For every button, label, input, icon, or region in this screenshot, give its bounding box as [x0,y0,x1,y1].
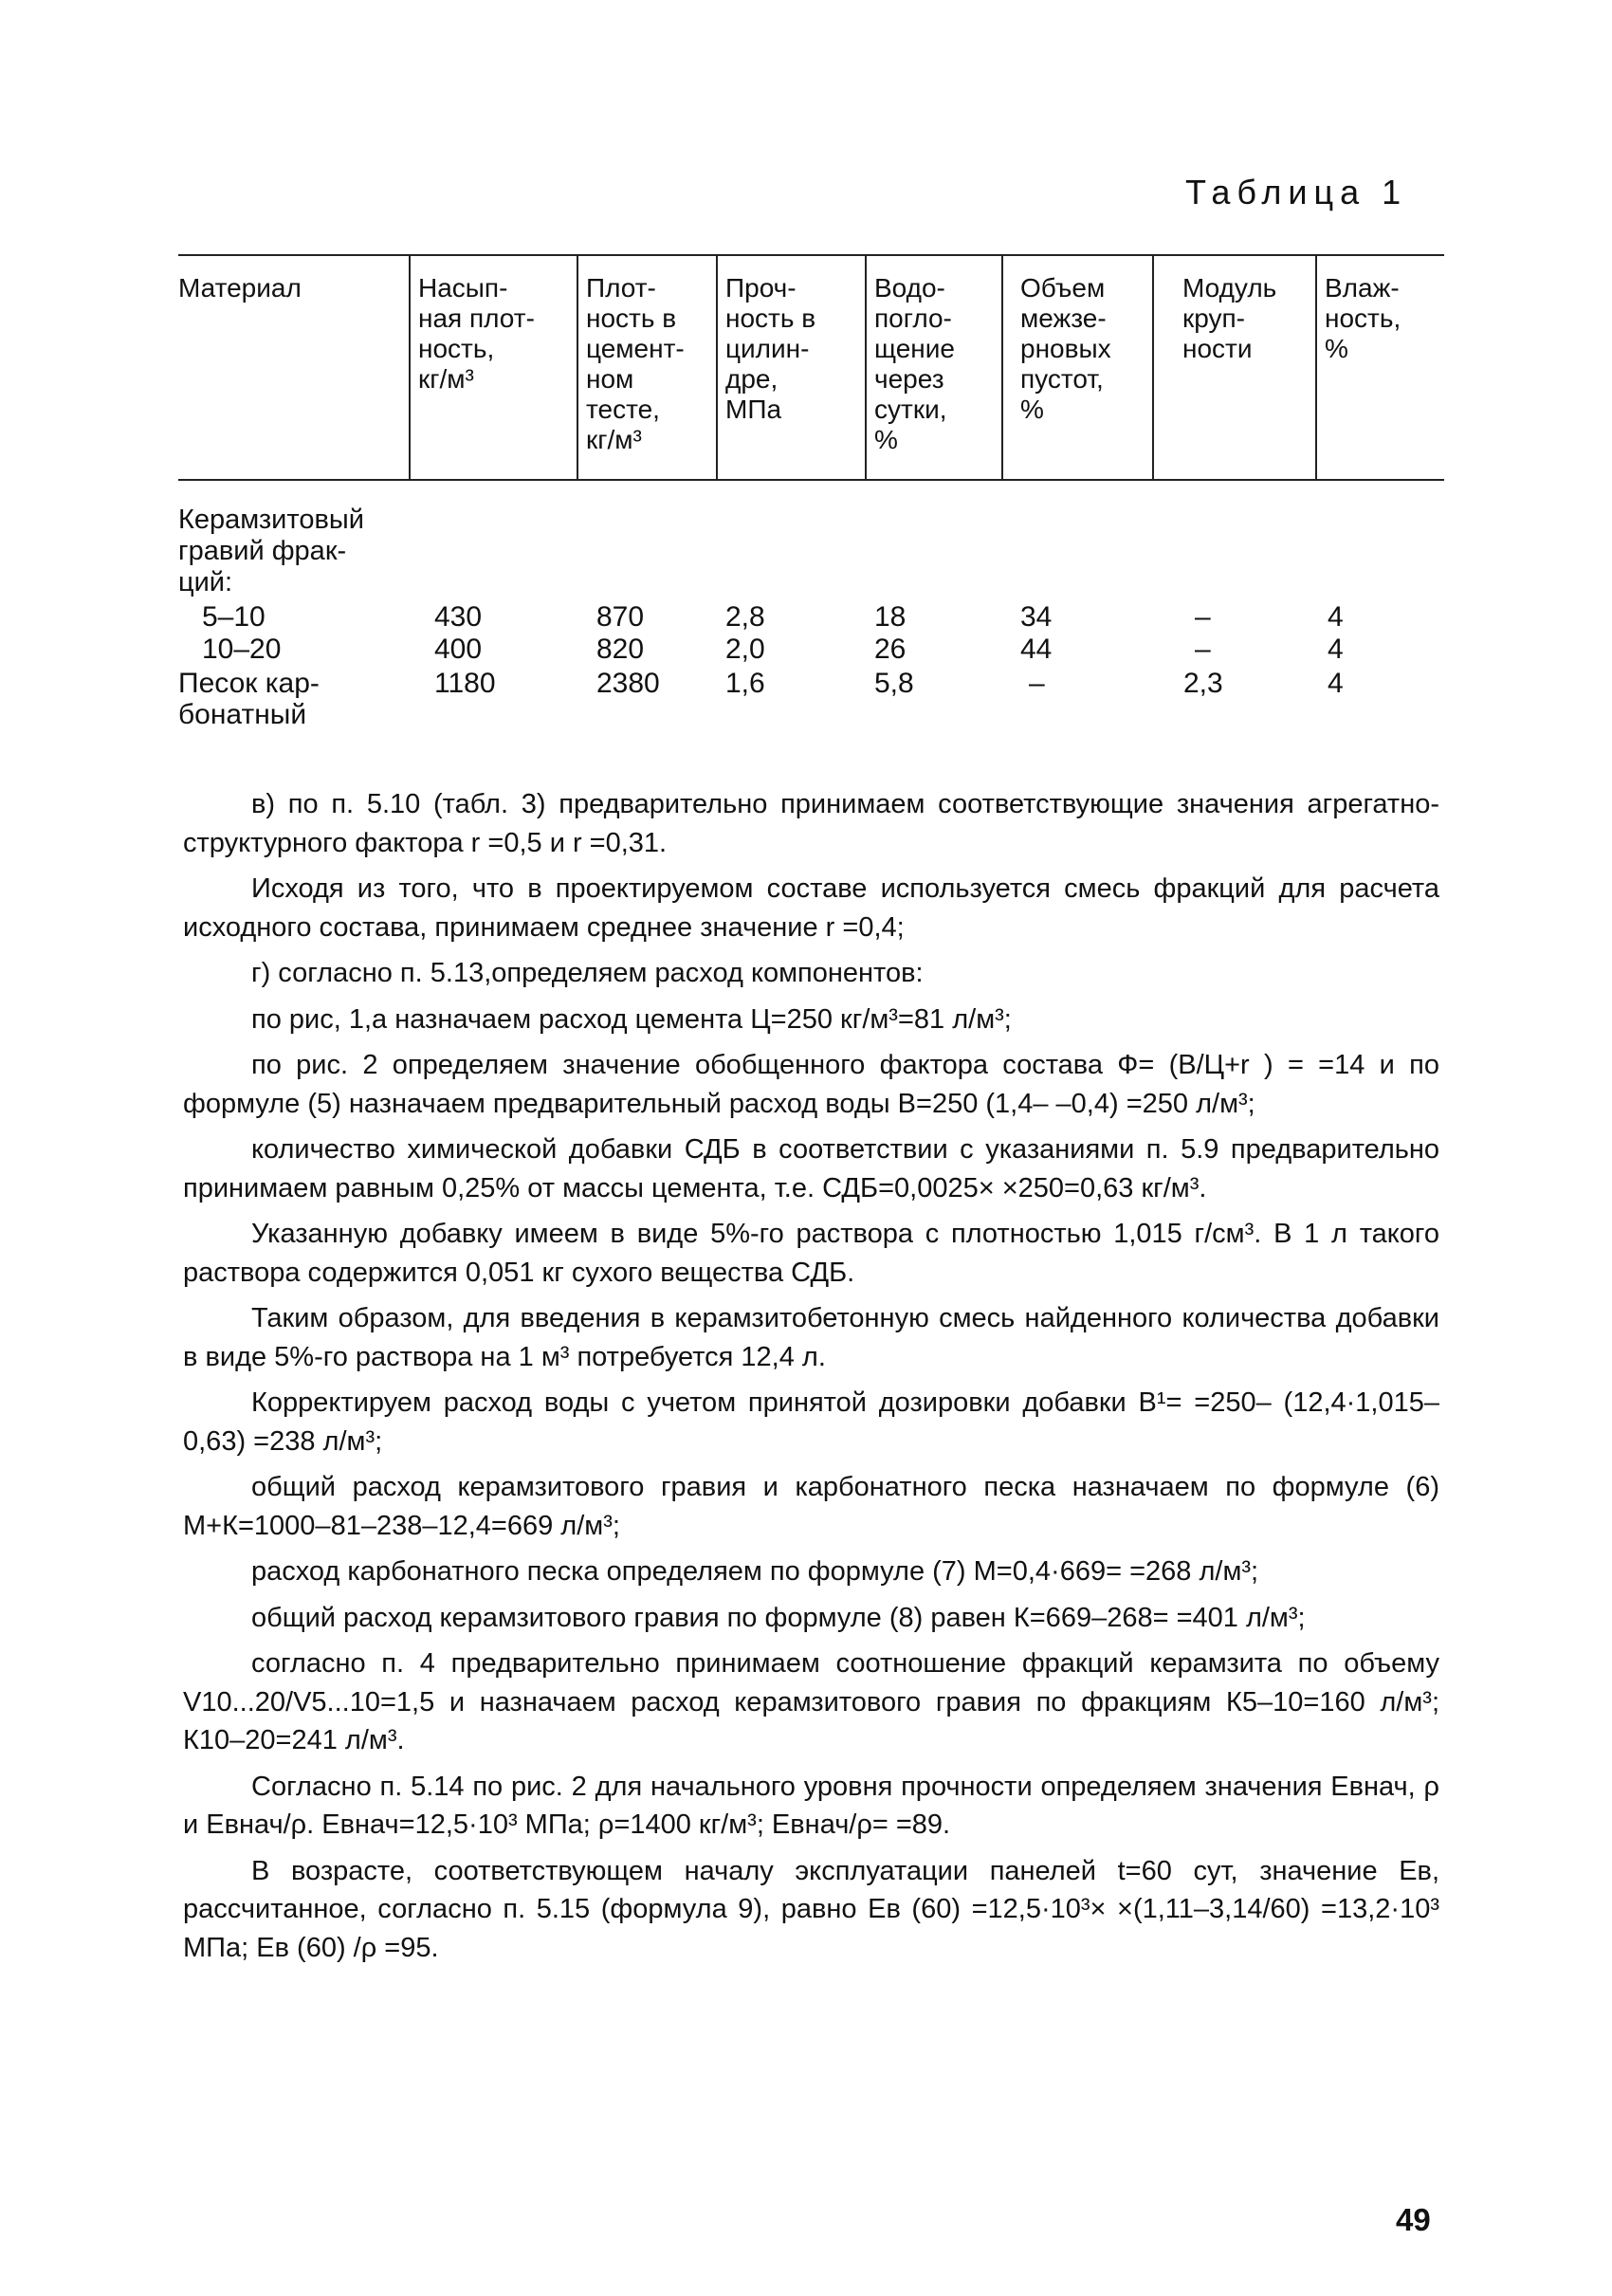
table-cell: 4 [1328,634,1344,665]
column-divider [865,254,867,479]
column-header-fineness-modulus: Модуль круп- ности [1182,273,1277,363]
column-header-moisture: Влаж- ность, % [1325,273,1401,363]
table-cell: 2,0 [725,634,765,665]
paragraph: Таким образом, для введения в керамзитобетонную смесь найденного количества добавки в виде 5%-го раствора на 1 м³ потребуется 12,4 л. [183,1303,1439,1372]
column-divider [577,254,578,479]
column-header-density-in-paste: Плот- ность в цемент- ном тесте, кг/м³ [586,273,685,454]
column-header-void-volume: Объем межзе- рновых пустот, % [1020,273,1111,424]
page-number: 49 [1396,2202,1431,2237]
table-cell: – [1029,668,1045,699]
table-cell: 2,8 [725,601,765,633]
table-cell: 1,6 [725,668,765,699]
table-cell: 18 [874,601,907,633]
column-divider [1152,254,1154,479]
column-header-bulk-density: Насып- ная плот- ность, кг/м³ [418,273,535,394]
column-header-material: Материал [178,273,302,303]
paragraph: Указанную добавку имеем в виде 5%-го раствора с плотностью 1,015 г/см³. В 1 л такого раствора содержится 0,051 кг сухого вещества СДБ. [183,1219,1439,1288]
table-cell: 5,8 [874,668,914,699]
table-header-rule [178,479,1444,481]
table-cell: 4 [1328,668,1344,699]
column-divider [409,254,411,479]
table-cell: 2,3 [1183,668,1223,699]
table-cell: 870 [596,601,645,633]
paragraph: Исходя из того, что в проектируемом составе используется смесь фракций для расчета исходного состава, принимаем среднее значение r =0,4; [183,873,1439,943]
table-cell: 44 [1020,634,1053,665]
paragraph: по рис. 2 определяем значение обобщенного фактора состава Ф= (В/Ц+r ) = =14 и по формуле (5) назначаем предварительный расход воды В=250 (1,4– –0,4) =250 л/м³; [183,1050,1439,1119]
table-cell: 1180 [434,668,496,699]
paragraph: расход карбонатного песка определяем по формуле (7) М=0,4·669= =268 л/м³; [251,1556,1259,1587]
table-cell: 10–20 [202,634,282,665]
paragraph: Согласно п. 5.14 по рис. 2 для начального уровня прочности определяем значения Eвнач, ρ и Eвнач/ρ. Eвнач=12,5·10³ МПа; ρ=1400 кг/м³; Eвнач/ρ= =89. [183,1771,1439,1840]
body-text [183,785,1439,1967]
table-cell: Песок кар- бонатный [178,668,320,730]
table-cell: 2380 [596,668,660,699]
table-cell: – [1195,601,1211,633]
paragraph: Корректируем расход воды с учетом принятой дозировки добавки В¹= =250– (12,4·1,015–0,63) =238 л/м³; [183,1387,1439,1457]
table-top-rule [178,254,1444,256]
table-cell: 430 [434,601,483,633]
table-cell: 820 [596,634,645,665]
paragraph: общий расход керамзитового гравия и карбонатного песка назначаем по формуле (6) М+К=1000–81–238–12,4=669 л/м³; [183,1472,1439,1541]
paragraph: в) по п. 5.10 (табл. 3) предварительно принимаем соответствующие значения агрегатно-структурного фактора r =0,5 и r =0,31. [183,789,1439,858]
table-group-label: Керамзитовый гравий фрак- ций: [178,505,364,597]
table-cell: 34 [1020,601,1053,633]
column-header-water-absorption: Водо- погло- щение через сутки, % [874,273,955,454]
table-caption: Таблица 1 [1185,173,1408,211]
column-divider [1315,254,1317,479]
table-cell: 5–10 [202,601,266,633]
paragraph: В возрасте, соответствующем началу эксплуатации панелей t=60 сут, значение Eв, рассчитанное, согласно п. 5.15 (формула 9), равно Eв (60) =12,5·10³× ×(1,11–3,14/60) =13,2·10³ МПа; Eв (60) /ρ =95. [183,1855,1439,1963]
table-cell: 4 [1328,601,1344,633]
table-cell: 26 [874,634,907,665]
table-cell: 400 [434,634,483,665]
paragraph: общий расход керамзитового гравия по формуле (8) равен К=669–268= =401 л/м³; [251,1602,1306,1633]
paragraph: г) согласно п. 5.13,определяем расход компонентов: [251,958,924,988]
paragraph: количество химической добавки СДБ в соответствии с указаниями п. 5.9 предварительно принимаем равным 0,25% от массы цемента, т.е. СДБ=0,0025× ×250=0,63 кг/м³. [183,1134,1439,1203]
column-divider [716,254,718,479]
paragraph: по рис, 1,а назначаем расход цемента Ц=250 кг/м³=81 л/м³; [251,1003,1012,1035]
paragraph: согласно п. 4 предварительно принимаем соотношение фракций керамзита по объему V10...20/V5...10=1,5 и назначаем расход керамзитового гравия по фракциям К5–10=160 л/м³; К10–20=241 л/м³. [183,1648,1439,1755]
table-cell: – [1195,634,1211,665]
column-header-strength: Проч- ность в цилин- дре, МПа [725,273,816,424]
column-divider [1001,254,1003,479]
